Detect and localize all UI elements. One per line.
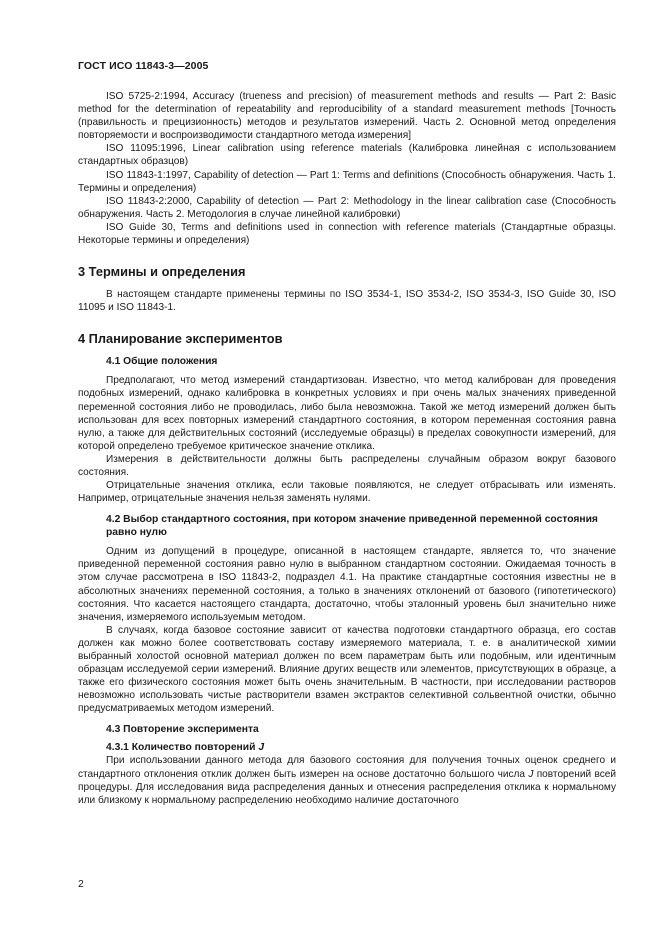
section-heading: 4 Планирование экспериментов: [78, 331, 283, 347]
subsection-heading: 4.3 Повторение эксперимента: [106, 724, 259, 736]
variable-j: J: [528, 768, 534, 780]
paragraph: Отрицательные значения отклика, если таковые появляются, не следует отбрасывать или изменять. Например, отрицательные значения нельзя заменять нулями.: [78, 480, 616, 505]
paragraph: Измерения в действительности должны быть распределены случайным образом вокруг базового состояния.: [78, 453, 616, 478]
normative-references: [78, 90, 616, 247]
reference-item: ISO 11843-2:2000, Capability of detection — Part 2: Methodology in the linear calibration case (Способность обнаружения. Часть 2. Методология в случае линейной калибровки): [78, 195, 616, 220]
paragraph: В случаях, когда базовое состояние зависит от качества подготовки стандартного образца, его состав должен как можно более соответствовать составу измеряемого материала, т. е. в аналитической химии выбранный холостой основной материал должен по всем параметрам быть или подобным, или идентичным образцам исследуемой серии измерений. Влияние других веществ или элементов, присутствующих в образце, а также его физического состояния может быть очень значительным. В частности, при исследовании растворов невозможно использовать чистые растворители взамен экстрактов селективной сольвентной очистки, обычно предусматриваемых методом измерений.: [78, 624, 616, 715]
page-content: [78, 90, 616, 807]
paragraph: [78, 754, 616, 806]
subsubsection-heading-text: 4.3.1 Количество повторений: [106, 742, 256, 754]
document-header: ГОСТ ИСО 11843-3—2005: [78, 60, 209, 72]
reference-item: ISO 11095:1996, Linear calibration using reference materials (Калибровка линейная с использованием стандартных образцов): [78, 143, 616, 168]
subsection-heading: 4.2 Выбор стандартного состояния, при котором значение приведенной переменной состояния равно нулю: [106, 514, 598, 539]
paragraph-text: повторений всей процедуры. Для исследования вида распределения данных и отнесения распределения отклика к нормальному или близкому к нормальному распределению необходимо наличие достаточного: [78, 768, 616, 806]
variable-j: J: [258, 742, 265, 754]
paragraph: Предполагают, что метод измерений стандартизован. Известно, что метод калиброван для проведения подобных измерений, однако калибровка в конкретных условиях и при очень малых значениях приведенной переменной состояния либо не проводилась, либо была невозможна. Такой же метод измерений должен быть использован для всех повторных измерений стандартного состояния, в котором переменная состояния равна нулю, а также для действительных состояний (исследуемые образцы) в пределах совокупности измерений, для которой определено требуемое критическое значение отклика.: [78, 375, 616, 452]
subsection-heading: 4.1 Общие положения: [106, 356, 218, 368]
reference-item: ISO 11843-1:1997, Capability of detection — Part 1: Terms and definitions (Способность обнаружения. Часть 1. Термины и определения): [78, 169, 616, 194]
section-heading: 3 Термины и определения: [78, 264, 246, 280]
reference-item: ISO 5725-2:1994, Accuracy (trueness and precision) of measurement methods and results — Part 2: Basic method for the determination of repeatability and reproducibility of a standard measurement methods [Точность (правильность и прецизионность) методов и результатов измерений. Часть 2. Основной метод определения повторяемости и воспроизводимости стандартного метода измерения]: [78, 91, 616, 142]
page-number: 2: [78, 878, 84, 890]
subsubsection-heading: [78, 741, 616, 754]
reference-item: ISO Guide 30, Terms and definitions used in connection with reference materials (Стандартные образцы. Некоторые термины и определения): [78, 221, 616, 247]
section-text: В настоящем стандарте применены термины по ISO 3534-1, ISO 3534-2, ISO 3534-3, ISO Guide 30, ISO 11095 и ISO 11843-1.: [78, 289, 616, 314]
paragraph-text: При использовании данного метода для базового состояния для получения точных оценок среднего и стандартного отклонения отклик должен быть измерен на основе достаточно большого числа: [78, 755, 616, 780]
paragraph: Одним из допущений в процедуре, описанной в настоящем стандарте, является то, что значение приведенной переменной состояния равно нулю в выбранном стандартном состоянии. Ожидаемая точность в этом случае рассмотрена в ISO 11843-2, подраздел 4.1. На практике стандартные состояния известны не в абсолютных значениях переменной состояния, а только в значениях отклонений от базового (гипотетического) состояния. Что касается настоящего стандарта, достаточно, чтобы эталонный уровень был значительно ниже значения, измеряемого используемым методом.: [78, 546, 616, 623]
